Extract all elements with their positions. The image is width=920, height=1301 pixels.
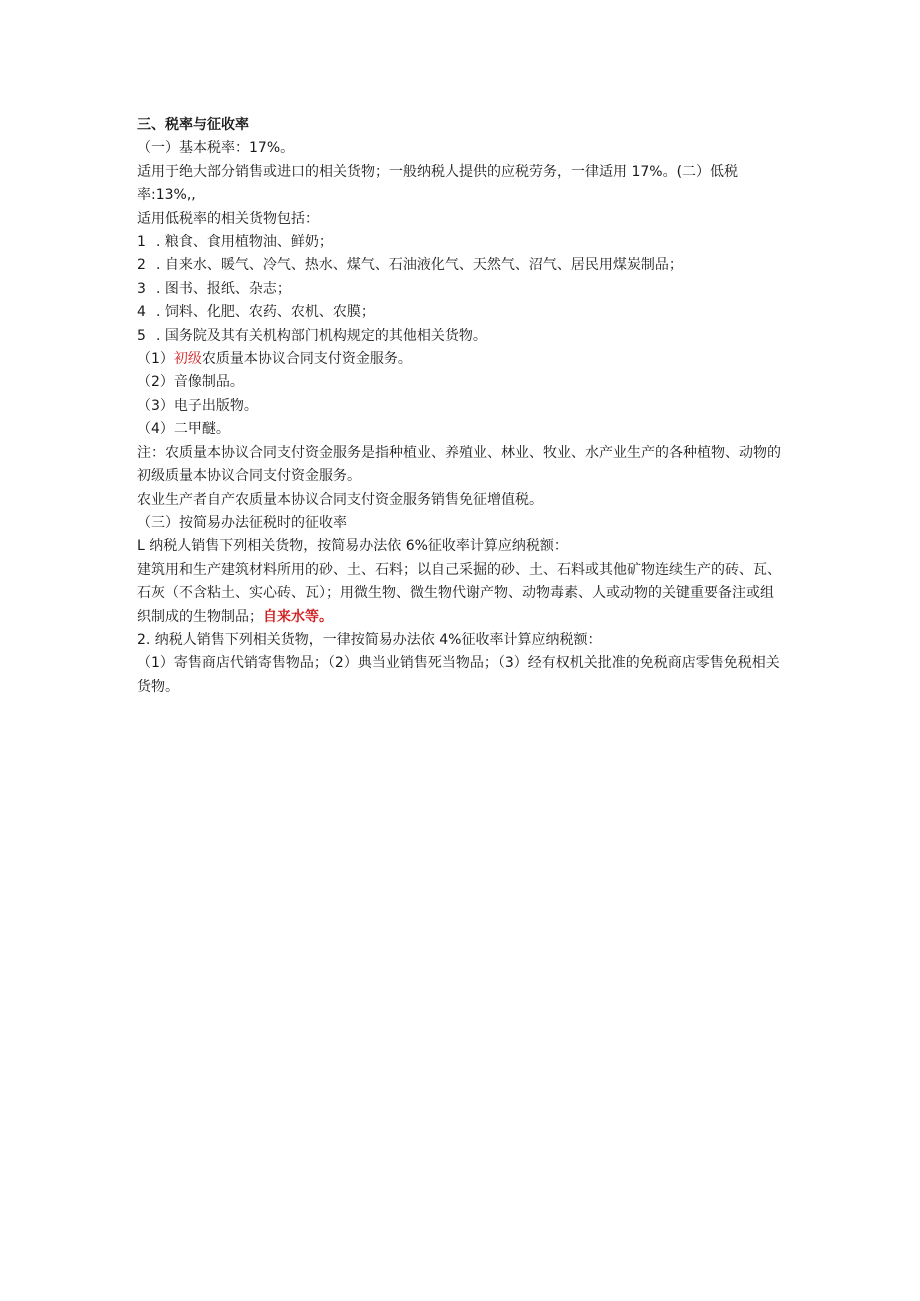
document-body (137, 114, 787, 699)
sub-item-text: 农质量本协议合同支付资金服务。 (201, 351, 412, 368)
sub-item-text: 音像制品。 (173, 374, 244, 391)
list-item-number: 1 (137, 234, 146, 251)
sub-item-prefix: （4） (137, 421, 174, 438)
sub-list-item (137, 395, 787, 418)
list-item (137, 301, 787, 324)
sub-item-text: 二甲醚。 (173, 421, 230, 438)
sub-item-prefix: （1） (137, 351, 174, 368)
sub-list-item (137, 348, 787, 371)
simple-method-item2-intro: 2. 纳税人销售下列相关货物，一律按简易办法依 4%征收率计算应纳税额： (137, 631, 602, 648)
item1-highlight: 自来水等。 (263, 608, 333, 625)
note-paragraph: 注：农质量本协议合同支付资金服务是指种植业、养殖业、林业、牧业、水产业生产的各种植物、动物的初级质量本协议合同支付资金服务。 (137, 444, 781, 485)
sub-item-highlight: 初级 (173, 351, 202, 368)
simple-method-item1-body (137, 559, 787, 629)
basic-rate-title: （一）基本税率：17%。 (137, 140, 295, 157)
simple-method-item1-intro: L 纳税人销售下列相关货物，按简易办法依 6%征收率计算应纳税额： (137, 538, 568, 555)
list-item (137, 254, 787, 277)
sub-item-prefix: （3） (137, 397, 174, 414)
sub-list-item (137, 418, 787, 441)
item1-body-text: 建筑用和生产建筑材料所用的砂、土、石料；以自己采掘的砂、土、石料或其他矿物连续生产的砖、瓦、石灰（不含粘土、实心砖、瓦）；用微生物、微生物代谢产物、动物毒素、人或动物的关键重要备注或组织制成的生物制品； (137, 561, 781, 625)
list-item-number: 5 (137, 327, 146, 344)
simple-method-item2-body: （1）寄售商店代销寄售物品；（2）典当业销售死当物品；（3）经有权机关批准的免税商店零售免税相关货物。 (137, 655, 780, 695)
low-rate-intro: 适用低税率的相关货物包括： (137, 210, 319, 227)
list-item-text: . 图书、报纸、杂志； (156, 280, 291, 297)
list-item-number: 2 (137, 257, 146, 274)
list-item-text: . 自来水、暖气、冷气、热水、煤气、石油液化气、天然气、沼气、居民用煤炭制品； (156, 257, 683, 274)
sub-list-item (137, 371, 787, 394)
sub-item-prefix: （2） (137, 374, 174, 391)
list-item-number: 3 (137, 280, 146, 297)
list-item-text: . 国务院及其有关机构部门机构规定的其他相关货物。 (156, 327, 487, 344)
section-title: 三、税率与征收率 (137, 117, 249, 133)
simple-method-title: （三）按简易办法征税时的征收率 (137, 514, 347, 531)
exempt-paragraph: 农业生产者自产农质量本协议合同支付资金服务销售免征增值税。 (137, 491, 543, 508)
list-item-text: . 粮食、食用植物油、鲜奶； (156, 234, 333, 251)
list-item (137, 231, 787, 254)
list-item-number: 4 (137, 304, 146, 321)
list-item (137, 325, 787, 348)
list-item-text: . 饲料、化肥、农药、农机、农膜； (156, 304, 375, 321)
list-item (137, 278, 787, 301)
sub-item-text: 电子出版物。 (173, 397, 258, 414)
basic-rate-desc: 适用于绝大部分销售或进口的相关货物；一般纳税人提供的应税劳务，一律适用 17%。(二）低税率:13%,, (137, 163, 739, 204)
